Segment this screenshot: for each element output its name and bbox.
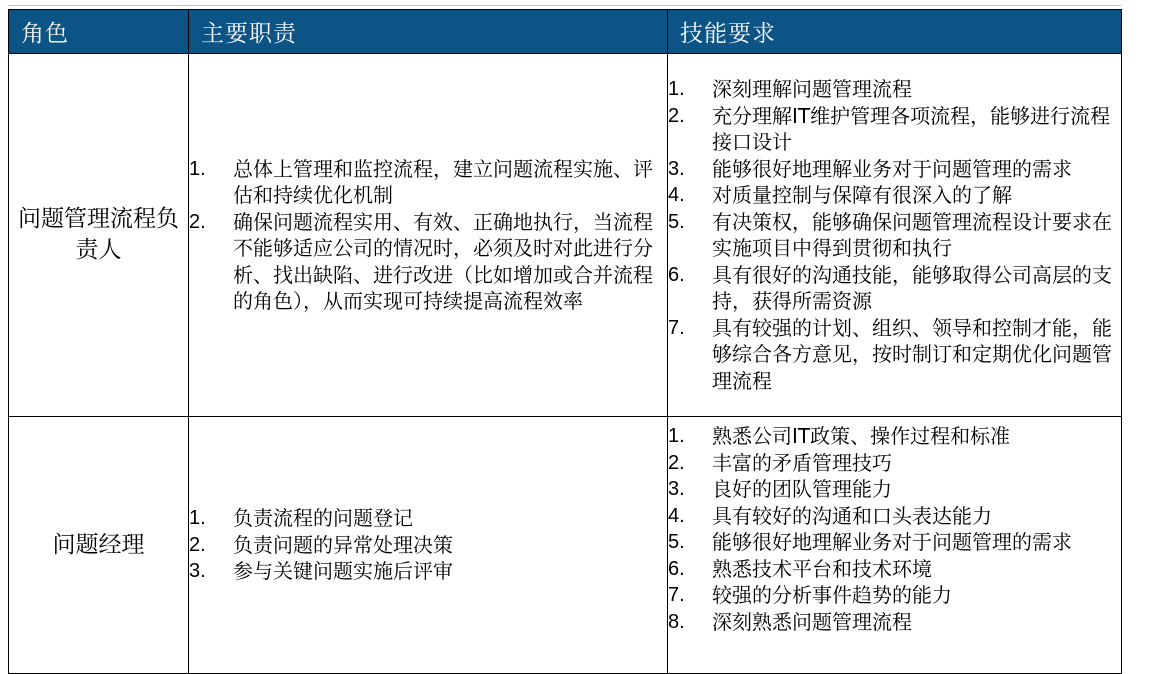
item-number: 3. <box>668 478 685 500</box>
list-item <box>668 556 1121 583</box>
skills-cell <box>668 54 1122 417</box>
duties-list <box>189 505 667 585</box>
item-number: 8. <box>668 610 685 633</box>
item-text: 能够很好地理解业务对于问题管理的需求 <box>712 156 1072 181</box>
list-item <box>668 209 1121 262</box>
header-row <box>9 10 1122 54</box>
roles-table <box>8 9 1122 674</box>
list-item <box>189 532 667 559</box>
item-number: 2. <box>668 104 685 127</box>
duties-list <box>189 156 667 315</box>
list-item <box>668 103 1121 156</box>
list-item <box>668 582 1121 609</box>
duties-cell <box>189 54 668 417</box>
list-item <box>668 476 1121 503</box>
list-item <box>189 156 667 209</box>
item-number: 7. <box>668 584 685 606</box>
item-text: 总体上管理和监控流程，建立问题流程实施、评估和持续优化机制 <box>233 156 653 207</box>
list-item <box>668 76 1121 103</box>
item-number: 5. <box>668 531 685 553</box>
list-item <box>668 503 1121 530</box>
item-text: 具有很好的沟通技能，能够取得公司高层的支持，获得所需资源 <box>712 262 1112 313</box>
item-number: 4. <box>668 504 685 527</box>
item-number: 3. <box>189 560 206 583</box>
list-item <box>668 262 1121 315</box>
item-text: 熟悉公司IT政策、操作过程和标准 <box>712 424 1011 448</box>
header-skills: 技能要求 <box>668 10 1122 54</box>
item-text: 深刻熟悉问题管理流程 <box>712 609 912 634</box>
item-number: 2. <box>189 210 206 233</box>
list-item <box>668 529 1121 556</box>
item-number: 7. <box>668 316 685 339</box>
list-item <box>668 156 1121 183</box>
item-number: 1. <box>189 507 206 530</box>
item-number: 1. <box>668 425 685 447</box>
item-number: 5. <box>668 210 685 233</box>
item-text: 负责问题的异常处理决策 <box>233 532 453 557</box>
item-text: 具有较强的计划、组织、领导和控制才能，能够综合各方意见，按时制订和定期优化问题管理流程 <box>712 315 1112 393</box>
list-item <box>668 423 1121 450</box>
top-divider <box>8 5 1121 6</box>
header-duties: 主要职责 <box>189 10 668 54</box>
item-number: 4. <box>668 184 685 206</box>
item-number: 1. <box>189 157 206 180</box>
table-row <box>9 417 1122 674</box>
item-number: 3. <box>668 157 685 180</box>
list-item <box>668 182 1121 209</box>
list-item <box>189 209 667 315</box>
list-item <box>668 450 1121 477</box>
list-item <box>668 315 1121 395</box>
header-role: 角色 <box>9 10 189 54</box>
role-cell: 问题经理 <box>9 417 189 674</box>
item-text: 深刻理解问题管理流程 <box>712 77 912 101</box>
item-text: 参与关键问题实施后评审 <box>233 559 453 584</box>
skills-cell <box>668 417 1122 674</box>
item-number: 2. <box>189 533 206 556</box>
item-text: 具有较好的沟通和口头表达能力 <box>712 503 992 528</box>
item-text: 良好的团队管理能力 <box>712 477 892 501</box>
item-text: 充分理解IT维护管理各项流程，能够进行流程接口设计 <box>712 103 1111 154</box>
duties-cell <box>189 417 668 674</box>
list-item <box>189 505 667 532</box>
table-row <box>9 54 1122 417</box>
item-text: 负责流程的问题登记 <box>233 506 413 531</box>
item-text: 对质量控制与保障有很深入的了解 <box>712 183 1012 207</box>
skills-list <box>668 76 1121 394</box>
item-text: 有决策权，能够确保问题管理流程设计要求在实施项目中得到贯彻和执行 <box>712 209 1112 260</box>
item-text: 丰富的矛盾管理技巧 <box>712 450 892 475</box>
item-text: 较强的分析事件趋势的能力 <box>712 583 952 607</box>
item-number: 1. <box>668 78 685 100</box>
list-item <box>668 609 1121 636</box>
role-cell: 问题管理流程负责人 <box>9 54 189 417</box>
item-text: 确保问题流程实用、有效、正确地执行，当流程不能够适应公司的情况时，必须及时对此进行分析、找出缺陷、进行改进（比如增加或合并流程的角色），从而实现可持续提高流程效率 <box>233 209 653 313</box>
skills-list <box>668 423 1121 635</box>
item-number: 6. <box>668 263 685 286</box>
item-text: 熟悉技术平台和技术环境 <box>712 556 932 581</box>
item-text: 能够很好地理解业务对于问题管理的需求 <box>712 530 1072 554</box>
item-number: 2. <box>668 451 685 474</box>
list-item <box>189 558 667 585</box>
item-number: 6. <box>668 557 685 580</box>
